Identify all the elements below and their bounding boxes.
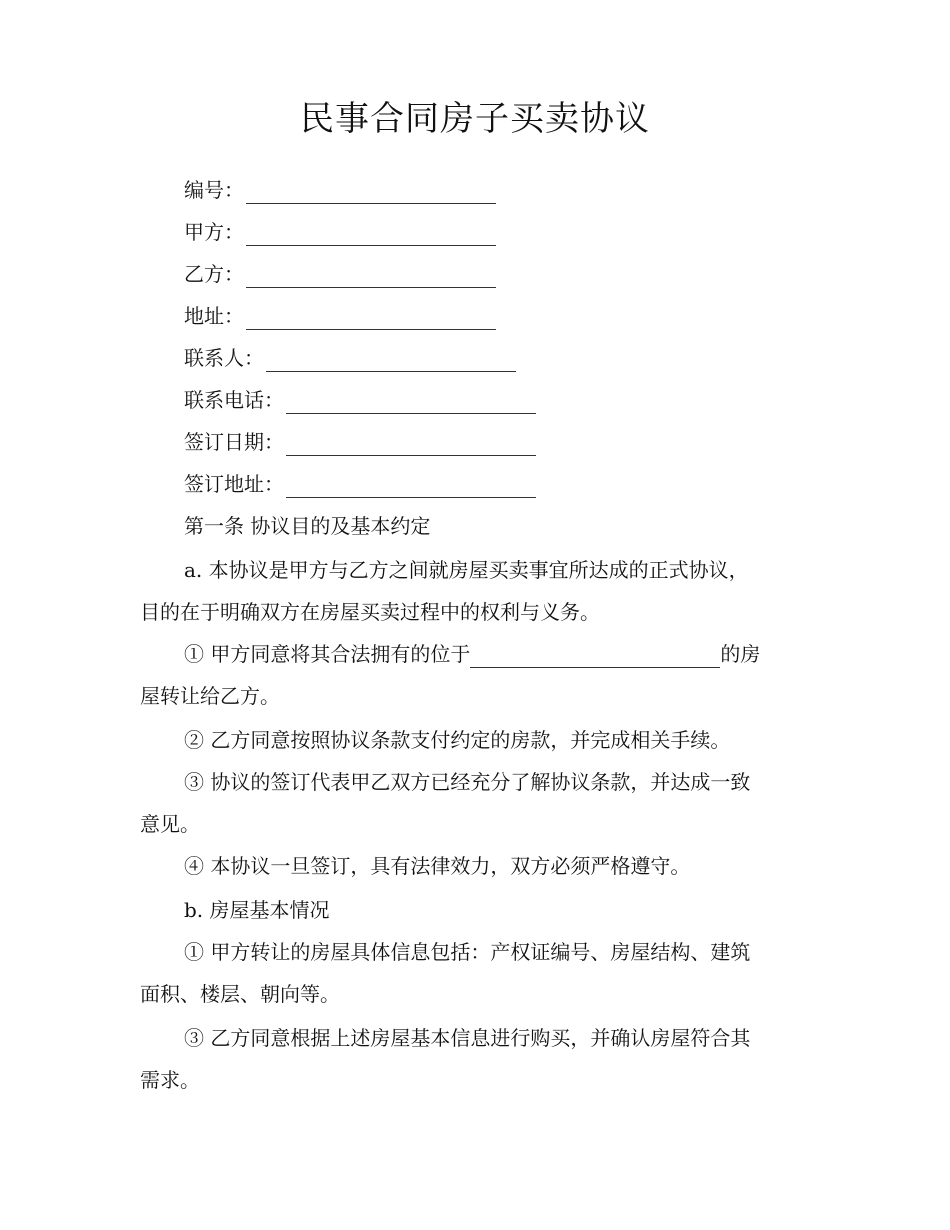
blank-line bbox=[286, 391, 536, 414]
field-label: 联系人： bbox=[184, 346, 264, 370]
paragraph-line: 目的在于明确双方在房屋买卖过程中的权利与义务。 bbox=[140, 600, 600, 624]
blank-line bbox=[286, 475, 536, 498]
field-label: 联系电话： bbox=[184, 388, 284, 412]
paragraph-line: ④ 本协议一旦签订，具有法律效力，双方必须严格遵守。 bbox=[184, 854, 691, 878]
paragraph-line: a. 本协议是甲方与乙方之间就房屋买卖事宜所达成的正式协议， bbox=[184, 558, 749, 582]
blank-line bbox=[246, 223, 496, 246]
paragraph-line: ③ 乙方同意根据上述房屋基本信息进行购买，并确认房屋符合其 bbox=[184, 1026, 751, 1050]
paragraph-line: ③ 协议的签订代表甲乙双方已经充分了解协议条款，并达成一致 bbox=[184, 770, 751, 794]
blank-line bbox=[266, 349, 516, 372]
field-signing-address bbox=[184, 470, 536, 498]
paragraph-line: 屋转让给乙方。 bbox=[140, 684, 280, 708]
section-heading: b. 房屋基本情况 bbox=[184, 898, 330, 922]
field-label: 乙方： bbox=[184, 262, 244, 286]
field-party-b bbox=[184, 260, 496, 288]
text-segment: 的房 bbox=[720, 642, 761, 666]
paragraph-line: 意见。 bbox=[140, 812, 200, 836]
field-party-a bbox=[184, 218, 496, 246]
field-address bbox=[184, 302, 496, 330]
document-title: 民事合同房子买卖协议 bbox=[300, 99, 650, 139]
field-label: 甲方： bbox=[184, 220, 244, 244]
paragraph-line: 需求。 bbox=[140, 1068, 200, 1092]
field-label: 地址： bbox=[184, 304, 244, 328]
blank-line bbox=[470, 645, 720, 668]
field-signing-date bbox=[184, 428, 536, 456]
blank-line bbox=[286, 433, 536, 456]
paragraph-line bbox=[184, 640, 760, 668]
paragraph-line: ① 甲方转让的房屋具体信息包括：产权证编号、房屋结构、建筑 bbox=[184, 940, 751, 964]
field-label: 编号： bbox=[184, 178, 244, 202]
field-contact-person bbox=[184, 344, 516, 372]
blank-line bbox=[246, 265, 496, 288]
field-label: 签订地址： bbox=[184, 472, 284, 496]
field-label: 签订日期： bbox=[184, 430, 284, 454]
article-heading: 第一条 协议目的及基本约定 bbox=[184, 514, 431, 538]
paragraph-line: ② 乙方同意按照协议条款支付约定的房款，并完成相关手续。 bbox=[184, 728, 731, 752]
field-contract-number bbox=[184, 176, 496, 204]
blank-line bbox=[246, 307, 496, 330]
field-contact-phone bbox=[184, 386, 536, 414]
blank-line bbox=[246, 181, 496, 204]
paragraph-line: 面积、楼层、朝向等。 bbox=[140, 982, 340, 1006]
text-segment: ① 甲方同意将其合法拥有的位于 bbox=[184, 642, 471, 666]
